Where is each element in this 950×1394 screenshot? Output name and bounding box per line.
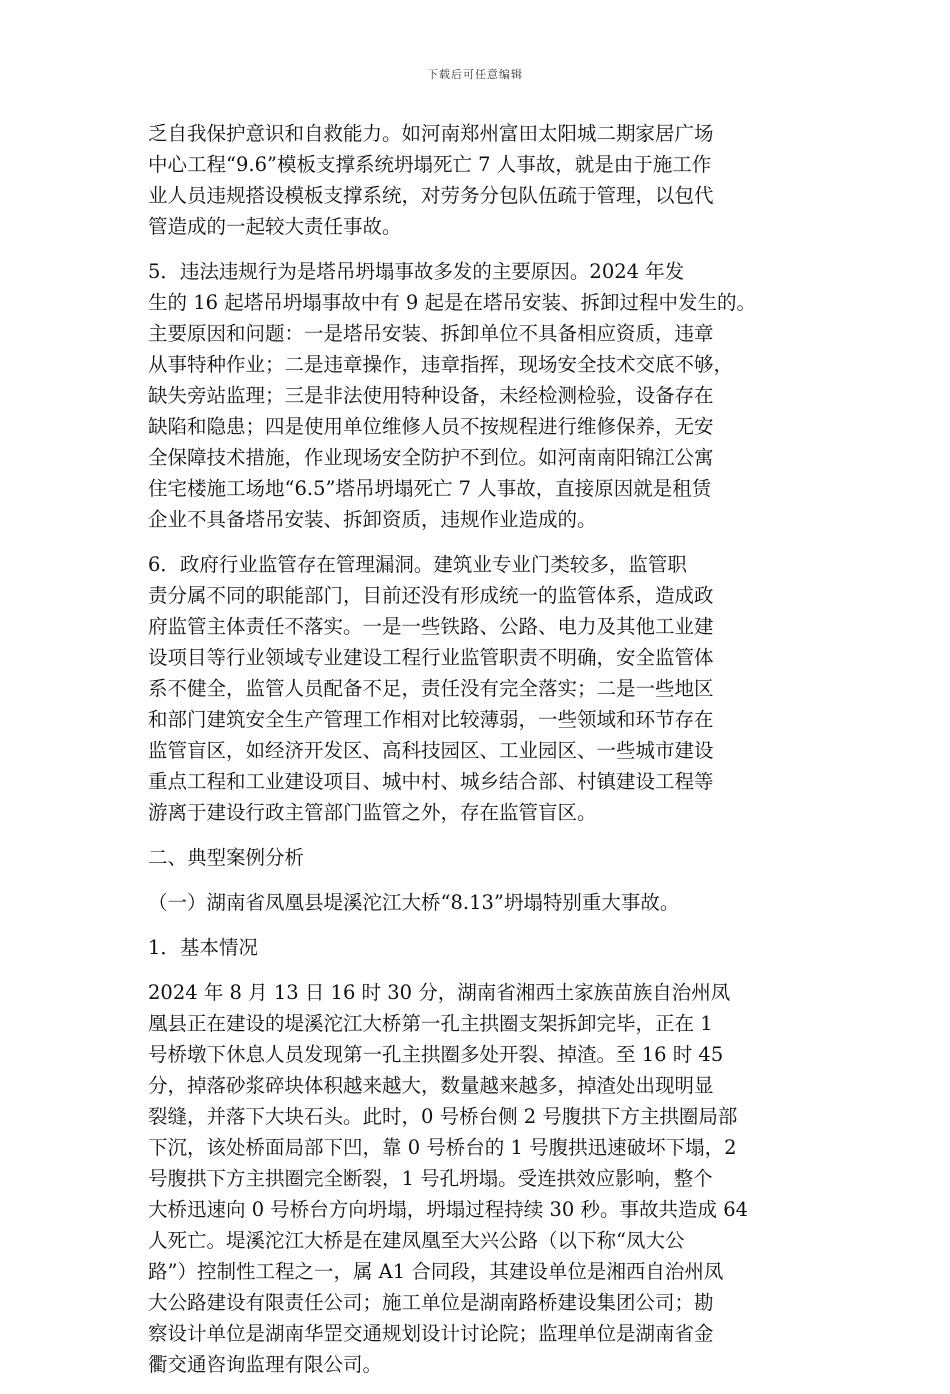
paragraph-line: 2024 年 8 月 13 日 16 时 30 分，湖南省湘西土家族苗族自治州凤	[148, 981, 731, 1004]
section-heading: 1．基本情况	[148, 936, 258, 959]
paragraph	[148, 118, 808, 242]
paragraph	[148, 256, 808, 535]
paragraph-line: 住宅楼施工场地“6.5”塔吊坍塌死亡 7 人事故，直接原因就是租赁	[148, 477, 712, 500]
paragraph-line: 号腹拱下方主拱圈完全断裂，1 号孔坍塌。受连拱效应影响，整个	[148, 1167, 713, 1190]
paragraph-line: 裂缝，并落下大块石头。此时，0 号桥台侧 2 号腹拱下方主拱圈局部	[148, 1105, 738, 1128]
paragraph-line: 从事特种作业；二是违章操作，违章指挥，现场安全技术交底不够，	[148, 353, 734, 376]
document-body	[148, 118, 808, 1394]
paragraph-line: 重点工程和工业建设项目、城中村、城乡结合部、村镇建设工程等	[148, 770, 714, 793]
paragraph-line: 责分属不同的职能部门，目前还没有形成统一的监管体系，造成政	[148, 584, 714, 607]
paragraph	[148, 977, 808, 1380]
paragraph-line: 5．违法违规行为是塔吊坍塌事故多发的主要原因。2024 年发	[148, 260, 685, 283]
paragraph-line: 缺失旁站监理；三是非法使用特种设备，未经检测检验，设备存在	[148, 384, 714, 407]
section-heading: （一）湖南省凤凰县堤溪沱江大桥“8.13”坍塌特别重大事故。	[148, 891, 680, 914]
paragraph-line: 全保障技术措施，作业现场安全防护不到位。如河南南阳锦江公寓	[148, 446, 714, 469]
section-heading: 二、典型案例分析	[148, 846, 305, 869]
paragraph-line: 企业不具备塔吊安装、拆卸资质，违规作业造成的。	[148, 508, 597, 531]
paragraph-line: 主要原因和问题：一是塔吊安装、拆卸单位不具备相应资质，违章	[148, 322, 714, 345]
paragraph-line: 号桥墩下休息人员发现第一孔主拱圈多处开裂、掉渣。至 16 时 45	[148, 1043, 724, 1066]
paragraph-line: 大桥迅速向 0 号桥台方向坍塌，坍塌过程持续 30 秒。事故共造成 64	[148, 1198, 749, 1221]
paragraph-line: 管造成的一起较大责任事故。	[148, 215, 402, 238]
paragraph-line: 中心工程“9.6”模板支撑系统坍塌死亡 7 人事故，就是由于施工作	[148, 153, 712, 176]
paragraph-line: 察设计单位是湖南华罡交通规划设计讨论院；监理单位是湖南省金	[148, 1322, 714, 1345]
paragraph	[148, 549, 808, 828]
paragraph-line: 人死亡。堤溪沱江大桥是在建凤凰至大兴公路（以下称“凤大公	[148, 1229, 685, 1252]
paragraph-line: 分，掉落砂浆碎块体积越来越大，数量越来越多，掉渣处出现明显	[148, 1074, 714, 1097]
paragraph-line: 乏自我保护意识和自救能力。如河南郑州富田太阳城二期家居广场	[148, 122, 714, 145]
paragraph-line: 生的 16 起塔吊坍塌事故中有 9 起是在塔吊安装、拆卸过程中发生的。	[148, 291, 757, 314]
paragraph-line: 设项目等行业领域专业建设工程行业监管职责不明确，安全监管体	[148, 646, 714, 669]
paragraph-line: 业人员违规搭设模板支撑系统，对劳务分包队伍疏于管理，以包代	[148, 184, 714, 207]
paragraph-line: 府监管主体责任不落实。一是一些铁路、公路、电力及其他工业建	[148, 615, 714, 638]
page-header-note: 下载后可任意编辑	[427, 68, 523, 81]
paragraph-line: 监管盲区，如经济开发区、高科技园区、工业园区、一些城市建设	[148, 739, 714, 762]
paragraph-line: 大公路建设有限责任公司；施工单位是湖南路桥建设集团公司；勘	[148, 1291, 714, 1314]
paragraph-line: 衢交通咨询监理有限公司。	[148, 1353, 383, 1376]
paragraph-line: 系不健全，监管人员配备不足，责任没有完全落实；二是一些地区	[148, 677, 714, 700]
paragraph-line: 游离于建设行政主管部门监管之外，存在监管盲区。	[148, 801, 597, 824]
paragraph-line: 6．政府行业监管存在管理漏洞。建筑业专业门类较多，监管职	[148, 553, 687, 576]
paragraph-line: 路”）控制性工程之一，属 A1 合同段，其建设单位是湘西自治州凤	[148, 1260, 724, 1283]
paragraph-line: 下沉，该处桥面局部下凹，靠 0 号桥台的 1 号腹拱迅速破坏下塌，2	[148, 1136, 737, 1159]
paragraph-line: 凰县正在建设的堤溪沱江大桥第一孔主拱圈支架拆卸完毕，正在 1	[148, 1012, 713, 1035]
paragraph-line: 和部门建筑安全生产管理工作相对比较薄弱，一些领域和环节存在	[148, 708, 714, 731]
paragraph-line: 缺陷和隐患；四是使用单位维修人员不按规程进行维修保养，无安	[148, 415, 714, 438]
